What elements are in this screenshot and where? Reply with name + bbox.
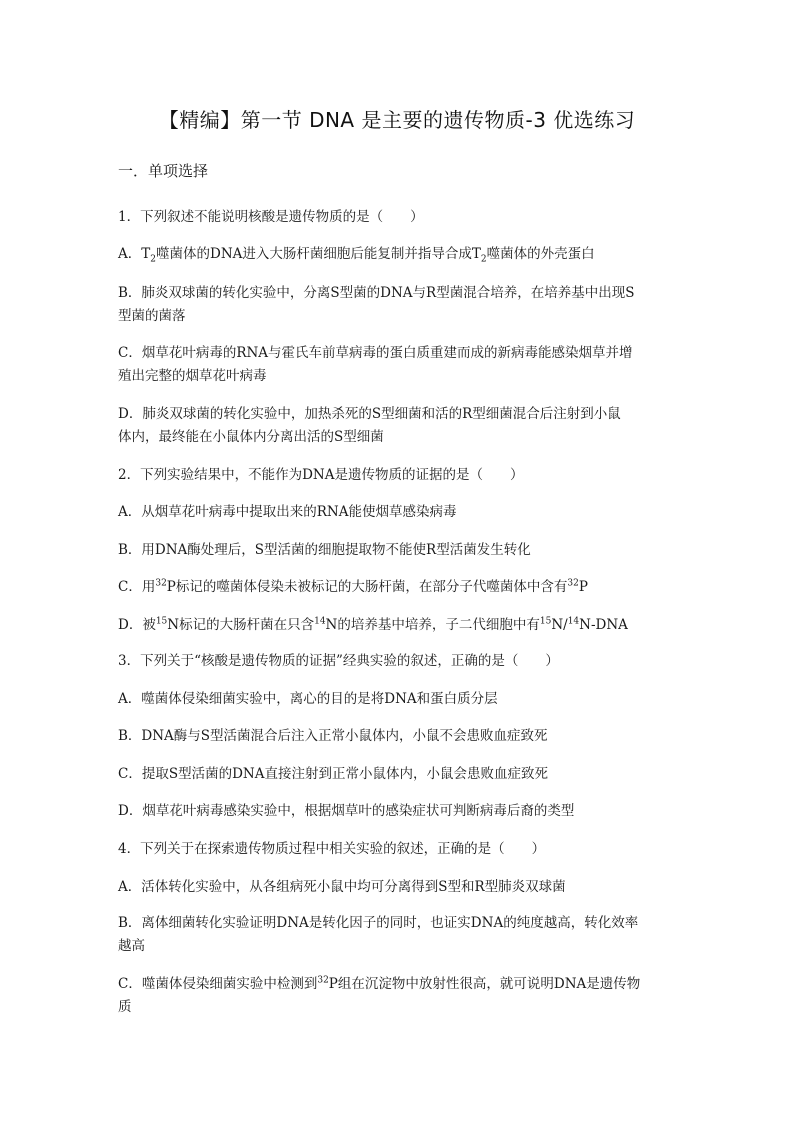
question-2-option-b: B．用DNA酶处理后，S型活菌的细胞提取物不能使R型活菌发生转化 xyxy=(118,542,531,558)
question-4-option-b-line1: B．离体细菌转化实验证明DNA是转化因子的同时，也证实DNA的纯度越高，转化效率 xyxy=(118,915,639,931)
question-3-option-b: B．DNA酶与S型活菌混合后注入正常小鼠体内，小鼠不会患败血症致死 xyxy=(118,728,548,744)
question-1-option-a xyxy=(118,243,680,266)
question-2-option-a: A．从烟草花叶病毒中提取出来的RNA能使烟草感染病毒 xyxy=(118,504,457,520)
question-4-stem: 4．下列关于在探索遗传物质过程中相关实验的叙述，正确的是（ ） xyxy=(118,841,546,857)
question-4-option-c-line2: 质 xyxy=(118,999,132,1015)
text: A．T xyxy=(118,246,151,262)
superscript: 32 xyxy=(567,578,579,589)
question-1-option-c-line1: C．烟草花叶病毒的RNA与霍氏车前草病毒的蛋白质重建而成的新病毒能感染烟草并增 xyxy=(118,345,633,361)
superscript: 15 xyxy=(155,616,168,627)
question-3-stem: 3．下列关于“核酸是遗传物质的证据”经典实验的叙述，正确的是（ ） xyxy=(118,653,559,669)
question-4-option-c-line1 xyxy=(118,973,680,996)
text: N-DNA xyxy=(579,617,628,633)
text: N/ xyxy=(551,617,568,633)
superscript: 14 xyxy=(567,616,580,627)
question-4-option-a: A．活体转化实验中，从各组病死小鼠中均可分离得到S型和R型肺炎双球菌 xyxy=(118,879,566,895)
question-2-option-d xyxy=(118,614,680,637)
subscript: 2 xyxy=(150,254,156,265)
subscript: 2 xyxy=(480,254,487,265)
question-3-option-c: C．提取S型活菌的DNA直接注射到正常小鼠体内，小鼠会患败血症致死 xyxy=(118,766,548,782)
text: P组在沉淀物中放射性很高，就可说明DNA是遗传物 xyxy=(328,976,641,992)
question-1-option-c-line2: 殖出完整的烟草花叶病毒 xyxy=(118,368,267,384)
text: 噬菌体的DNA进入大肠杆菌细胞后能复制并指导合成T xyxy=(156,246,481,262)
page-title: 【精编】第一节 DNA 是主要的遗传物质-3 优选练习 xyxy=(158,108,636,132)
section-heading: 一．单项选择 xyxy=(118,162,209,180)
text: C．用 xyxy=(118,579,156,595)
question-1-stem: 1．下列叙述不能说明核酸是遗传物质的是（ ） xyxy=(118,209,424,225)
text: D．被 xyxy=(118,617,156,633)
question-4-option-b-line2: 越高 xyxy=(118,938,145,954)
question-1-option-b-line1: B．肺炎双球菌的转化实验中，分离S型菌的DNA与R型菌混合培养，在培养基中出现S xyxy=(118,285,635,301)
question-3-option-d: D．烟草花叶病毒感染实验中，根据烟草叶的感染症状可判断病毒后裔的类型 xyxy=(118,803,575,819)
question-1-option-d-line2: 体内，最终能在小鼠体内分离出活的S型细菌 xyxy=(118,429,384,445)
text: P标记的噬菌体侵染未被标记的大肠杆菌，在部分子代噬菌体中含有 xyxy=(166,579,568,595)
question-1-option-d-line1: D．肺炎双球菌的转化实验中，加热杀死的S型细菌和活的R型细菌混合后注射到小鼠 xyxy=(118,406,621,422)
text: N标记的大肠杆菌在只含 xyxy=(167,617,315,633)
text: N的培养基中培养，子二代细胞中有 xyxy=(325,617,540,633)
superscript: 14 xyxy=(314,616,326,627)
superscript: 15 xyxy=(539,616,552,627)
superscript: 32 xyxy=(155,578,167,589)
text: C．噬菌体侵染细菌实验中检测到 xyxy=(118,976,318,992)
question-3-option-a: A．噬菌体侵染细菌实验中，离心的目的是将DNA和蛋白质分层 xyxy=(118,691,498,707)
text: P xyxy=(578,579,588,595)
question-2-option-c xyxy=(118,576,680,599)
text: 噬菌体的外壳蛋白 xyxy=(486,246,595,262)
superscript: 32 xyxy=(317,975,329,986)
question-1-option-b-line2: 型菌的菌落 xyxy=(118,308,186,324)
question-2-stem: 2．下列实验结果中，不能作为DNA是遗传物质的证据的是（ ） xyxy=(118,467,524,483)
